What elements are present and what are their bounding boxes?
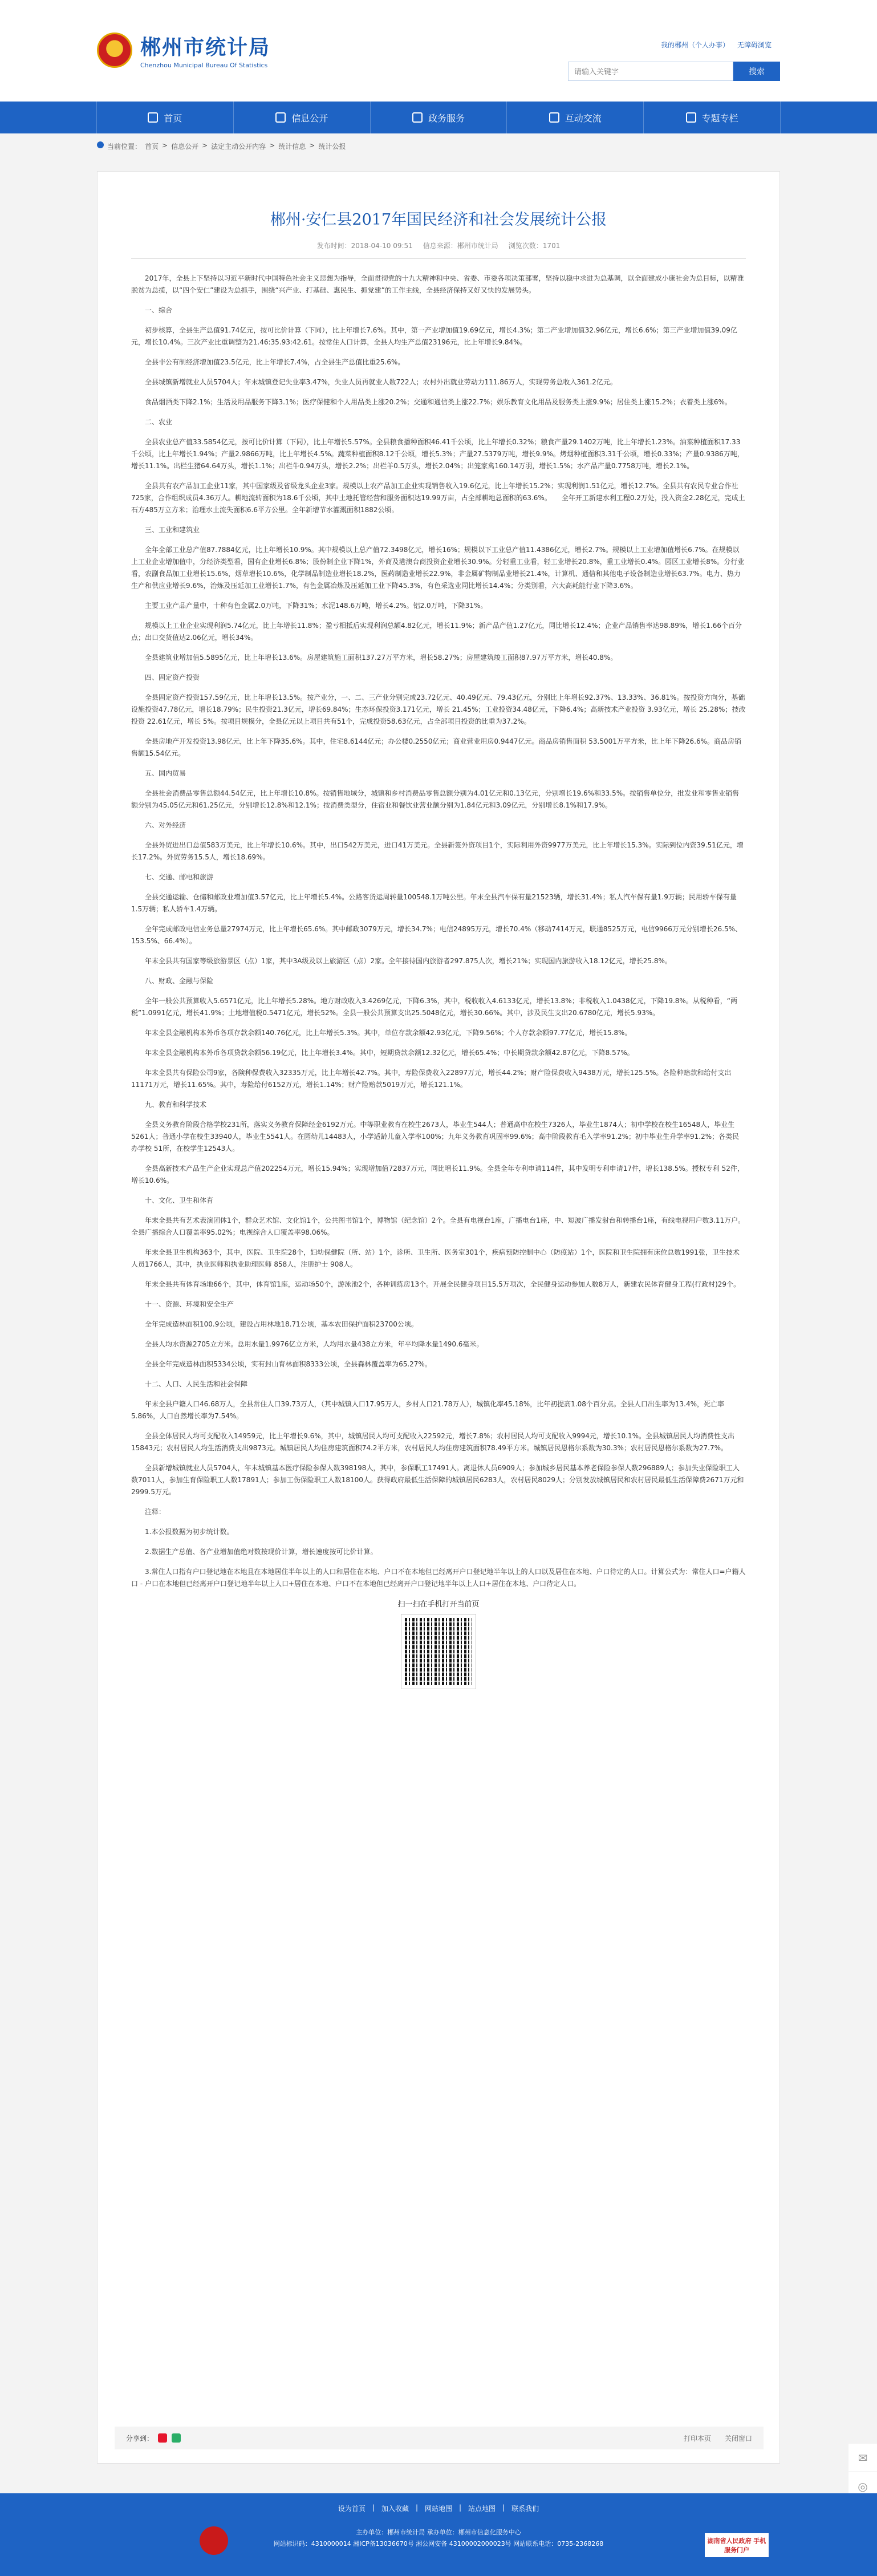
qr-section (98, 1598, 779, 1689)
paragraph: 年末全县金融机构本外币各项贷款余额56.19亿元，比上年增长3.4%。其中，短期贷款余额12.32亿元，增长65.4%；中长期贷款余额42.87亿元，下降8.57%。 (145, 1049, 634, 1057)
paragraph: 2017年，全县上下坚持以习近平新时代中国特色社会主义思想为指导，全面贯彻党的十九大精神和中央、省委、市委各项决策部署，坚持以稳中求进为总基调，以全面建成小康社会为总目标，以精准脱贫为总揽，以“四个安仁”建设为总抓手，围绕“兴产业、打基础、惠民生、抓党建”的工作主线，全县经济保持又好又快的发展势头。 (131, 274, 744, 294)
close-window-button[interactable]: 关闭窗口 (724, 2434, 752, 2443)
search-box (568, 62, 780, 81)
crumb-stat-info[interactable]: 统计信息 (278, 143, 306, 151)
section-heading: 六、对外经济 (145, 821, 186, 829)
topbar-links (661, 40, 772, 50)
section-heading: 一、综合 (145, 306, 173, 314)
weibo-icon[interactable]: ◎ (848, 2472, 877, 2501)
wechat-icon[interactable]: ✉ (848, 2444, 877, 2472)
document-icon (275, 112, 286, 123)
qr-label: 扫一扫在手机打开当前页 (397, 1600, 480, 1609)
paragraph: 规模以上工业企业实现利润5.74亿元，比上年增长11.8%；盈亏相抵后实现利润总额4.82亿元，增长11.9%；新产品产值1.27亿元，同比增长12.4%；企业产品销售率达98.89%，增长1.66个百分点；出口交货值达2.06亿元，增长34%。 (131, 622, 742, 642)
location-icon (97, 141, 104, 148)
paragraph: 全县共有农产品加工企业11家，其中国家级及省级龙头企业3家。规模以上农产品加工企业实现销售收入19.6亿元，比上年增长15.2%；实现利润1.51亿元，增长12.7%。全县共有农民专业合作社725家，合作组织成员4.36万人。耕地流转面积为18.6千公顷，其中土地托管经营和服务面积达19.99万亩，占全部耕地总面积的63.6%。 全年开工新建水利工程0.2万处，投入资金2.28亿元，完成土石方485万立方米；治理水土流失面积6.6平方公里。全年新增节水灌溉面积1882公顷。 (131, 482, 745, 514)
section-heading: 二、农业 (145, 418, 173, 426)
paragraph: 全年完成造林面积100.9公顷，建设占用林地18.71公顷，基本农田保护面积23700公顷。 (145, 1320, 418, 1328)
nav-home[interactable]: 首页 (96, 102, 234, 133)
qr-code-icon (401, 1614, 476, 1689)
share-label: 分享到： (126, 2434, 154, 2443)
section-heading: 五、国内贸易 (145, 769, 186, 777)
paragraph: 全县全年完成造林面积5334公顷，实有封山育林面积8333公顷，全县森林覆盖率为65.27%。 (145, 1360, 432, 1368)
paragraph: 年末全县共有保险公司9家，各険种保费收入32335万元，比上年增长42.7%。其中，寿险保费收入22897万元，增长44.2%；财产险保费收入9438万元，增长125.5%。各险种赔款和给付支出11171万元，增长11.65%。其中，寿险给付6152万元，增长1.14%；财产险赔款5019万元，增长121.1%。 (131, 1069, 732, 1089)
paragraph: 主要工业产品产量中，十种有色金属2.0万吨，下降31%；水泥148.6万吨，增长4.2%。铝2.0万吨，下降31%。 (145, 602, 488, 610)
nav-special-topics[interactable]: 专题专栏 (644, 102, 781, 133)
section-heading: 七、交通、邮电和旅游 (145, 873, 214, 881)
article-container (97, 171, 780, 2464)
paragraph: 年末全县共有国家等级旅游景区（点）1家，其中3A级及以上旅游区（点）2家。全年接待国内旅游者297.875人次，增长21%；实现国内旅游收入18.12亿元，增长25.8%。 (145, 957, 672, 965)
print-button[interactable]: 打印本页 (683, 2434, 711, 2443)
contact-link[interactable]: 联系我们 (511, 2505, 539, 2513)
crumb-home[interactable]: 首页 (145, 143, 159, 151)
paragraph: 全县建筑业增加值5.5895亿元，比上年增长13.6%。房屋建筑施工面积137.27万平方米，增长58.27%；房屋建筑竣工面积87.97万平方米，增长40.8%。 (145, 654, 618, 662)
footer-info: 主办单位：郴州市统计局 承办单位：郴州市信息化服务中心 网站标识码：4310000014 湘ICP备13036670号 湘公网安备 43100002000023号 网站联系电话：0735-2368268 (273, 2529, 604, 2547)
column-icon (686, 112, 696, 123)
personal-service-link[interactable]: 我的郴州（个人办事） (660, 41, 729, 49)
add-favorite-link[interactable]: 加入收藏 (381, 2505, 409, 2513)
paragraph: 全县义务教育阶段合格学校231所，落实义务教育保障经金6192万元。中等职业教育在校生2673人，毕业生544人；普通高中在校生7326人，毕业生1874人；初中学校在校生16548人，毕业生5261人；普通小学在校生33940人，毕业生5541人。在园幼儿14483人，小学适龄儿童入学率100%；九年义务教育巩固率99.6%；高中阶段教育毛入学率91.2%；初中毕业生升学率91.2%；各类民办学校 51所，在校学生12543人。 (131, 1121, 740, 1153)
share-bar (115, 2427, 764, 2449)
paragraph: 年末全县卫生机构363个，其中，医院、卫生院28个，妇幼保健院（所、站）1个，诊所、卫生所、医务室301个，疾病预防控制中心（防疫站）1个，医院和卫生院拥有床位总数1991张，卫生技术人员1766人，其中，执业医师和执业助理医师 858人，注册护士 908人。 (131, 1248, 740, 1268)
paragraph: 1.本公报数据为初步统计数。 (145, 1528, 234, 1536)
footer-links: 设为首页 | 加入收藏 | 网站地图 | 站点地图 | 联系我们 (338, 2504, 539, 2513)
main-nav (0, 102, 877, 133)
paragraph: 全县交通运输、仓储和邮政业增加值3.57亿元，比上年增长5.4%。公路客货运周转量100548.1万吨公里。年末全县汽车保有量21523辆，增长31.4%；私人汽车保有量1.9万辆；民用轿车保有量1.5万辆；私人轿车1.4万辆。 (131, 893, 737, 913)
paragraph: 年末全县户籍人口46.68万人，全县常住人口39.73万人，（其中城镇人口17.95万人，乡村人口21.78万人），城镇化率45.18%，比年初提高1.08个百分点。全县人口出生率为13.4%，死亡率5.86%，人口自然增长率为7.54%。 (131, 1400, 725, 1420)
view-count: 浏览次数：1701 (508, 242, 561, 250)
paragraph: 全县新增城镇就业人员5704人，年末城镇基本医疗保险参保人数398198人，其中，参保职工17491人。离退休人员6909人；参加城乡居民基本养老保险参保人数296889人；参加失业保险职工人数7011人，参加生育保险职工人数17891人；参加工伤保险职工人数18100人。获得政府最低生活保障的城镇居民6283人，农村居民8029人；分别发放城镇居民和农村居民最低生活保障费2671万元和2999.5万元。 (131, 1464, 744, 1496)
set-homepage-link[interactable]: 设为首页 (338, 2505, 366, 2513)
wechat-share-icon[interactable] (172, 2433, 181, 2443)
accessibility-link[interactable]: 无障碍浏览 (737, 41, 772, 49)
paragraph: 食品烟酒类下降2.1%；生活及用品服务下降3.1%；医疗保健和个人用品类上涨20.2%；交通和通信类上涨22.7%；娱乐教育文化用品及服务类上涨9.9%；居住类上涨15.2%；衣着类上涨6%。 (145, 398, 732, 406)
section-heading: 十、文化、卫生和体育 (145, 1196, 214, 1204)
mobile-portal-badge[interactable]: 湖南省人民政府 手机服务门户 (705, 2533, 769, 2557)
paragraph: 年末全县共有艺术表演团体1个，群众艺术馆、文化馆1个，公共图书馆1个，博物馆（纪念馆）2个。全县有电视台1座，广播电台1座，中、短波广播发射台和转播台1座，有线电视用户数3.11万户。全县广播综合人口覆盖率95.02%；电视综合人口覆盖率98.06%。 (131, 1216, 745, 1236)
site-map-link[interactable]: 站点地图 (468, 2505, 496, 2513)
site-name: 郴州市统计局 (140, 35, 271, 59)
paragraph: 初步核算，全县生产总值91.74亿元，按可比价计算（下同），比上年增长7.6%。其中，第一产业增加值19.69亿元，增长4.3%；第二产业增加值32.96亿元，增长6.6%；第三产业增加值39.09亿元，增长10.4%。三次产业比重调整为21.46:35.93:42.61。按常住人口计算，全县人均生产总值23196元，比上年增长9.84%。 (131, 326, 737, 346)
paragraph: 3.常住人口指有户口登记地在本地且在本地居住半年以上的人口和居住在本地、户口不在本地但已经离开户口登记地半年以上的人口以及居住在本地、户口待定的人口。计算公式为：常住人口=户籍人口 - 户口在本地但已经离开户口登记地半年以上人口+居住在本地、户口不在本地但已经离开户口登记地半年以上人口+居住在本地、户口待定人口。 (131, 1568, 746, 1588)
paragraph: 全年全部工业总产值87.7884亿元，比上年增长10.9%。其中规模以上总产值72.3498亿元，增长16%；规模以下工业总产值11.4386亿元，增长2.7%。规模以上工业增加值增长6.7%。在规模以上工业企业增加值中，分经济类型看，国有企业增长6.8%；股份制企业下降1%，外商及港澳台商投资企业增长30.9%。分轻重工业看，轻工业增长20.8%，重工业增长0.4%。园区工业增长8%。分行业看，农副食品加工业增长15.6%，烟草增长10.6%，化学制品制造业增长18.2%，医药制造业增长22.9%，非金属矿物制品业增长21.4%，计算机、通信和其他电子设备制造业增长63.7%。电力、热力生产和供应业增长9.6%，治炼及压延加工业增长1.7%，有色金属冶炼及压延加工业下降45.3%，有色采选业同比增长14.4%；分类别看，六大高耗能行业下降3.6%。 (131, 546, 745, 590)
home-icon (148, 112, 158, 123)
chat-icon (549, 112, 559, 123)
section-heading: 十一、资源、环境和安全生产 (145, 1300, 234, 1308)
site-english-name: Chenzhou Municipal Bureau Of Statistics (140, 62, 268, 69)
search-button[interactable]: 搜索 (733, 62, 780, 81)
paragraph: 全县外贸进出口总值583万美元，比上年增长10.6%。其中，出口542万美元，进口41万美元。全县新签外资项目1个，实际利用外资9977万美元，比上年增长15.3%。实际到位内资39.51亿元，增长17.2%。外贸劳务15.5人，增长18.69%。 (131, 841, 744, 861)
site-logo[interactable] (97, 31, 270, 69)
party-emblem-icon[interactable] (200, 2526, 228, 2555)
crumb-info-public[interactable]: 信息公开 (171, 143, 199, 151)
paragraph: 年末全县共有体育场地66个，其中，体育馆1座，运动场50个，游泳池2个，各种训练房13个。开展全民健身项目15.5万项次，全民健身运动参加人数8万人，新建农民体育健身工程(行政村)29个。 (145, 1280, 741, 1288)
article-title: 郴州·安仁县2017年国民经济和社会发展统计公报 (270, 211, 607, 229)
weibo-share-icon[interactable] (158, 2433, 167, 2443)
paragraph: 全县高新技术产品生产企业实现总产值202254万元，增长15.94%；实现增加值72837万元，同比增长11.9%。全县全年专利申请114件，其中发明专利申请17件，增长138.5%。授权专利 52件，增长10.6%。 (131, 1165, 744, 1184)
paragraph: 全县全体居民人均可支配收入14959元，比上年增长9.6%，其中，城镇居民人均可支配收入22592元，增长7.8%；农村居民人均可支配收入9994元，增长10.1%。全县城镇居民人均消费性支出15843元；农村居民人均生活消费支出9873元。城镇居民人均住房建筑面积74.2平方米，农村居民人均住房建筑面积78.49平方米。城镇居民恩格尔系数为30.3%；农村居民恩格尔系数为27.7%。 (131, 1432, 734, 1452)
paragraph: 年末全县金融机构本外币各项存款余额140.76亿元，比上年增长5.3%。其中，单位存款余额42.93亿元，下降9.56%；个人存款余额97.77亿元，增长15.8%。 (145, 1029, 632, 1037)
paragraph: 全县固定资产投资157.59亿元，比上年增长13.5%。按产业分，一、二、三产业分别完成23.72亿元、40.49亿元、79.43亿元，分别比上年增长92.37%、13.33%、36.81%。按投资方向分，基础设施投资47.78亿元，增长18.79%；民生投资21.3亿元，增长69.84%；生态环保投资3.171亿元，增长 21.45%；工业投资34.48亿元，下降6.4%；高新技术产业投资 3.93亿元，增长 25.28%；技改投资 22.61亿元，增长 5%。按项目规模分，全县亿元以上项目共有51个，完成投资58.63亿元，占全部项目投资的比重为37.2%。 (131, 693, 746, 725)
paragraph: 全县非公有制经济增加值23.5亿元，比上年增长7.4%，占全县生产总值比重25.6%。 (145, 358, 405, 366)
paragraph: 全县人均水资源2705立方米。总用水量1.9976亿立方米，人均用水量438立方米，年平均降水量1490.6毫米。 (145, 1340, 484, 1348)
article-body (131, 273, 746, 1590)
section-heading: 三、工业和建筑业 (145, 526, 200, 534)
section-heading: 四、固定资产投资 (145, 674, 200, 681)
info-source: 信息来源：郴州市统计局 (423, 242, 498, 250)
national-emblem-icon (97, 33, 132, 68)
footer (0, 2493, 877, 2576)
nav-gov-service[interactable]: 政务服务 (371, 102, 507, 133)
article-meta (98, 241, 779, 250)
section-heading: 注释： (145, 1508, 166, 1516)
section-heading: 九、教育和科学技术 (145, 1101, 207, 1109)
paragraph: 全县城镇新增就业人员5704人；年末城镇登记失业率3.47%，失业人员再就业人数722人；农村外出就业劳动力111.86万人，实现劳务总收入361.2亿元。 (145, 378, 617, 386)
paragraph: 全年一般公共预算收入5.6571亿元，比上年增长5.28%。地方财政收入3.4269亿元，下降6.3%，其中，税收收入4.6133亿元，增长13.8%；非税收入1.0438亿元，下降19.8%。从税种看，“两税”1.0991亿元，增长41.9%；土地增值税0.5471亿元，增长52%。全县一般公共预算支出25.5048亿元，增长30.66%。其中，涉及民生支出20.6780亿元，增长5.93%。 (131, 997, 738, 1017)
topbar (0, 0, 877, 102)
section-heading: 八、财政、金融与保险 (145, 977, 214, 985)
breadcrumb: 当前位置： 首页 > 信息公开 > 法定主动公开内容 > 统计信息 > 统计公报 (97, 141, 346, 151)
crumb-statutory[interactable]: 法定主动公开内容 (211, 143, 266, 151)
paragraph: 全县农业总产值33.5854亿元，按可比价计算（下同），比上年增长5.57%。全县粮食播种面积46.41千公顷，比上年增长0.32%；粮食产量29.1402万吨，比上年增长1.23%。油菜种植面积17.33千公顷，比上年增长1.94%；产量2.9866万吨，比上年增长4.5%。蔬菜种植面积8.12千公顷，增长5.3%；产量27.5379万吨，增长9.9%。烤烟种植面积3.31千公顷，增长0.33%；产量0.9386万吨，增长11.1%。出栏生猪64.64万头，增长1.1%；出栏牛0.94万头，增长2.2%；出栏羊0.5万头，增长2.04%；出笼家禽160.14万羽，增长1.5%；水产品产量0.7758万吨，增长2.1%。 (131, 438, 744, 470)
edit-icon (412, 112, 423, 123)
publish-time: 发布时间：2018-04-10 09:51 (316, 242, 413, 250)
paragraph: 全县房地产开发投资13.98亿元，比上年下降35.6%。其中，住宅8.6144亿元；办公楼0.2550亿元；商业营业用房0.9447亿元。商品房销售面积 53.5001万平方米，比上年下降26.6%。商品房销售额15.54亿元。 (131, 737, 742, 757)
crumb-stat-bulletin[interactable]: 统计公报 (318, 143, 346, 151)
nav-info-public[interactable]: 信息公开 (234, 102, 371, 133)
nav-interaction[interactable]: 互动交流 (507, 102, 644, 133)
search-input[interactable] (568, 62, 733, 81)
sitemap-link[interactable]: 网站地图 (424, 2505, 452, 2513)
paragraph: 全年完成邮政电信业务总量27974万元，比上年增长65.6%。其中邮政3079万元，增长34.7%；电信24895万元，增长70.4%（移动7414万元，联通8525万元，电信9966万元分别增长26.5%、153.5%、66.4%）。 (131, 925, 742, 945)
divider (131, 258, 746, 259)
paragraph: 2.数据生产总值、各产业增加值绝对数按现价计算，增长速度按可比价计算。 (145, 1548, 377, 1556)
section-heading: 十二、人口、人民生活和社会保障 (145, 1380, 248, 1388)
paragraph: 全县社会消费品零售总额44.54亿元，比上年增长10.8%。按销售地域分，城镇和乡村消费品零售总额分别为4.01亿元和0.13亿元，分别增长19.6%和33.5%。按销售单位分，批发业和零售业销售额分别为45.05亿元和61.25亿元，分别增长12.8%和12.1%；按消费类型分，住宿业和餐饮业营业额分别为1.84亿元和3.09亿元，分别增长8.1%和17.9%。 (131, 789, 740, 809)
